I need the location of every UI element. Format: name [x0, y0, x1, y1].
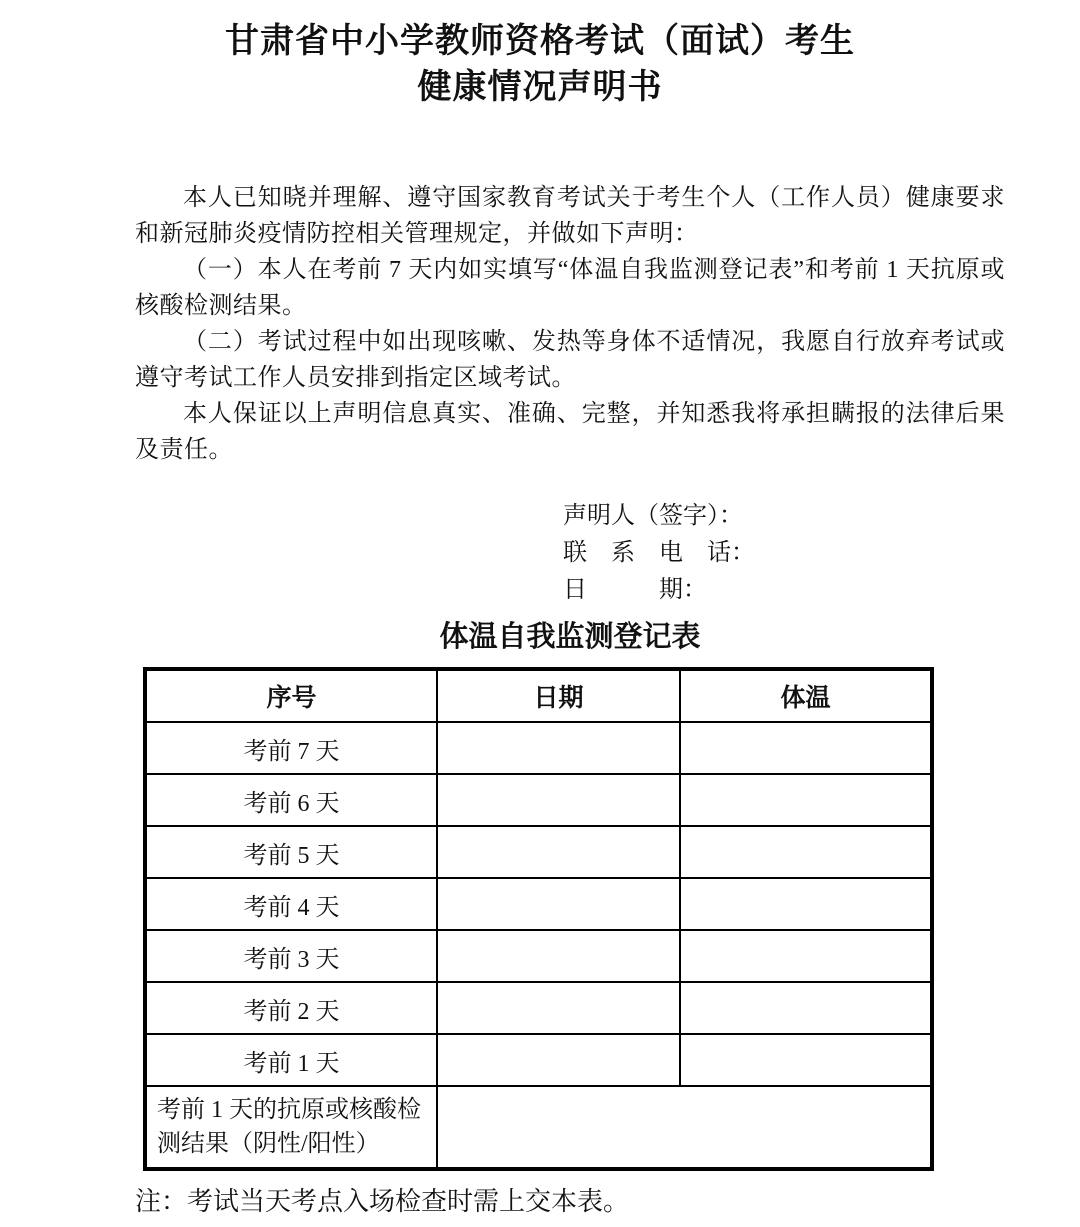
temperature-fill-cell [680, 826, 932, 878]
temperature-fill-cell [680, 1034, 932, 1086]
declaration-paragraph-item-1: （一）本人在考前 7 天内如实填写“体温自我监测登记表”和考前 1 天抗原或核酸检测结果。 [135, 257, 1005, 319]
declaration-text [135, 180, 1005, 468]
row-label-cell: 考前 1 天 [145, 1034, 437, 1086]
document-title-line-1: 甘肃省中小学教师资格考试（面试）考生 [225, 22, 855, 60]
date-fill-cell [437, 774, 680, 826]
header-cell-date: 日期 [437, 669, 680, 722]
table-row [145, 982, 932, 1034]
date-fill-cell [437, 1034, 680, 1086]
table-row [145, 1034, 932, 1086]
temperature-fill-cell [680, 722, 932, 774]
document-title-line-2: 健康情况声明书 [417, 68, 663, 106]
table-row [145, 774, 932, 826]
row-label-cell: 考前 3 天 [145, 930, 437, 982]
date-fill-cell [437, 878, 680, 930]
test-result-row [145, 1086, 932, 1169]
row-label-cell: 考前 7 天 [145, 722, 437, 774]
declaration-paragraph-item-2: （二）考试过程中如出现咳嗽、发热等身体不适情况，我愿自行放弃考试或遵守考试工作人员安排到指定区域考试。 [135, 329, 1005, 391]
table-row [145, 826, 932, 878]
table-header-row [145, 669, 932, 722]
temperature-table-title: 体温自我监测登记表 [439, 621, 701, 653]
test-result-fill-cell [437, 1086, 932, 1169]
header-cell-temperature: 体温 [680, 669, 932, 722]
table-row [145, 878, 932, 930]
date-label: 日 期： [563, 577, 707, 603]
table-row [145, 722, 932, 774]
row-label-cell: 考前 5 天 [145, 826, 437, 878]
date-fill-cell [437, 930, 680, 982]
footer-note: 注：考试当天考点入场检查时需上交本表。 [135, 1187, 630, 1216]
date-fill-cell [437, 722, 680, 774]
row-label-cell: 考前 6 天 [145, 774, 437, 826]
temperature-fill-cell [680, 982, 932, 1034]
test-result-label-cell: 考前 1 天的抗原或核酸检测结果（阴性/阳性） [145, 1086, 437, 1169]
declaration-paragraph-intro: 本人已知晓并理解、遵守国家教育考试关于考生个人（工作人员）健康要求和新冠肺炎疫情防控相关管理规定，并做如下声明： [135, 185, 1005, 247]
temperature-fill-cell [680, 774, 932, 826]
temperature-monitoring-table [143, 667, 934, 1171]
temperature-fill-cell [680, 878, 932, 930]
date-fill-cell [437, 826, 680, 878]
temperature-fill-cell [680, 930, 932, 982]
date-fill-cell [437, 982, 680, 1034]
declaration-paragraph-guarantee: 本人保证以上声明信息真实、准确、完整，并知悉我将承担瞒报的法律后果及责任。 [135, 401, 1005, 463]
header-cell-serial: 序号 [145, 669, 437, 722]
contact-phone-label: 联 系 电 话： [563, 540, 755, 566]
document-title [0, 0, 1080, 110]
row-label-cell: 考前 4 天 [145, 878, 437, 930]
signer-signature-label: 声明人（签字）： [563, 503, 743, 529]
table-row [145, 930, 932, 982]
signature-block [135, 498, 1005, 609]
document-body [135, 180, 1005, 1217]
row-label-cell: 考前 2 天 [145, 982, 437, 1034]
